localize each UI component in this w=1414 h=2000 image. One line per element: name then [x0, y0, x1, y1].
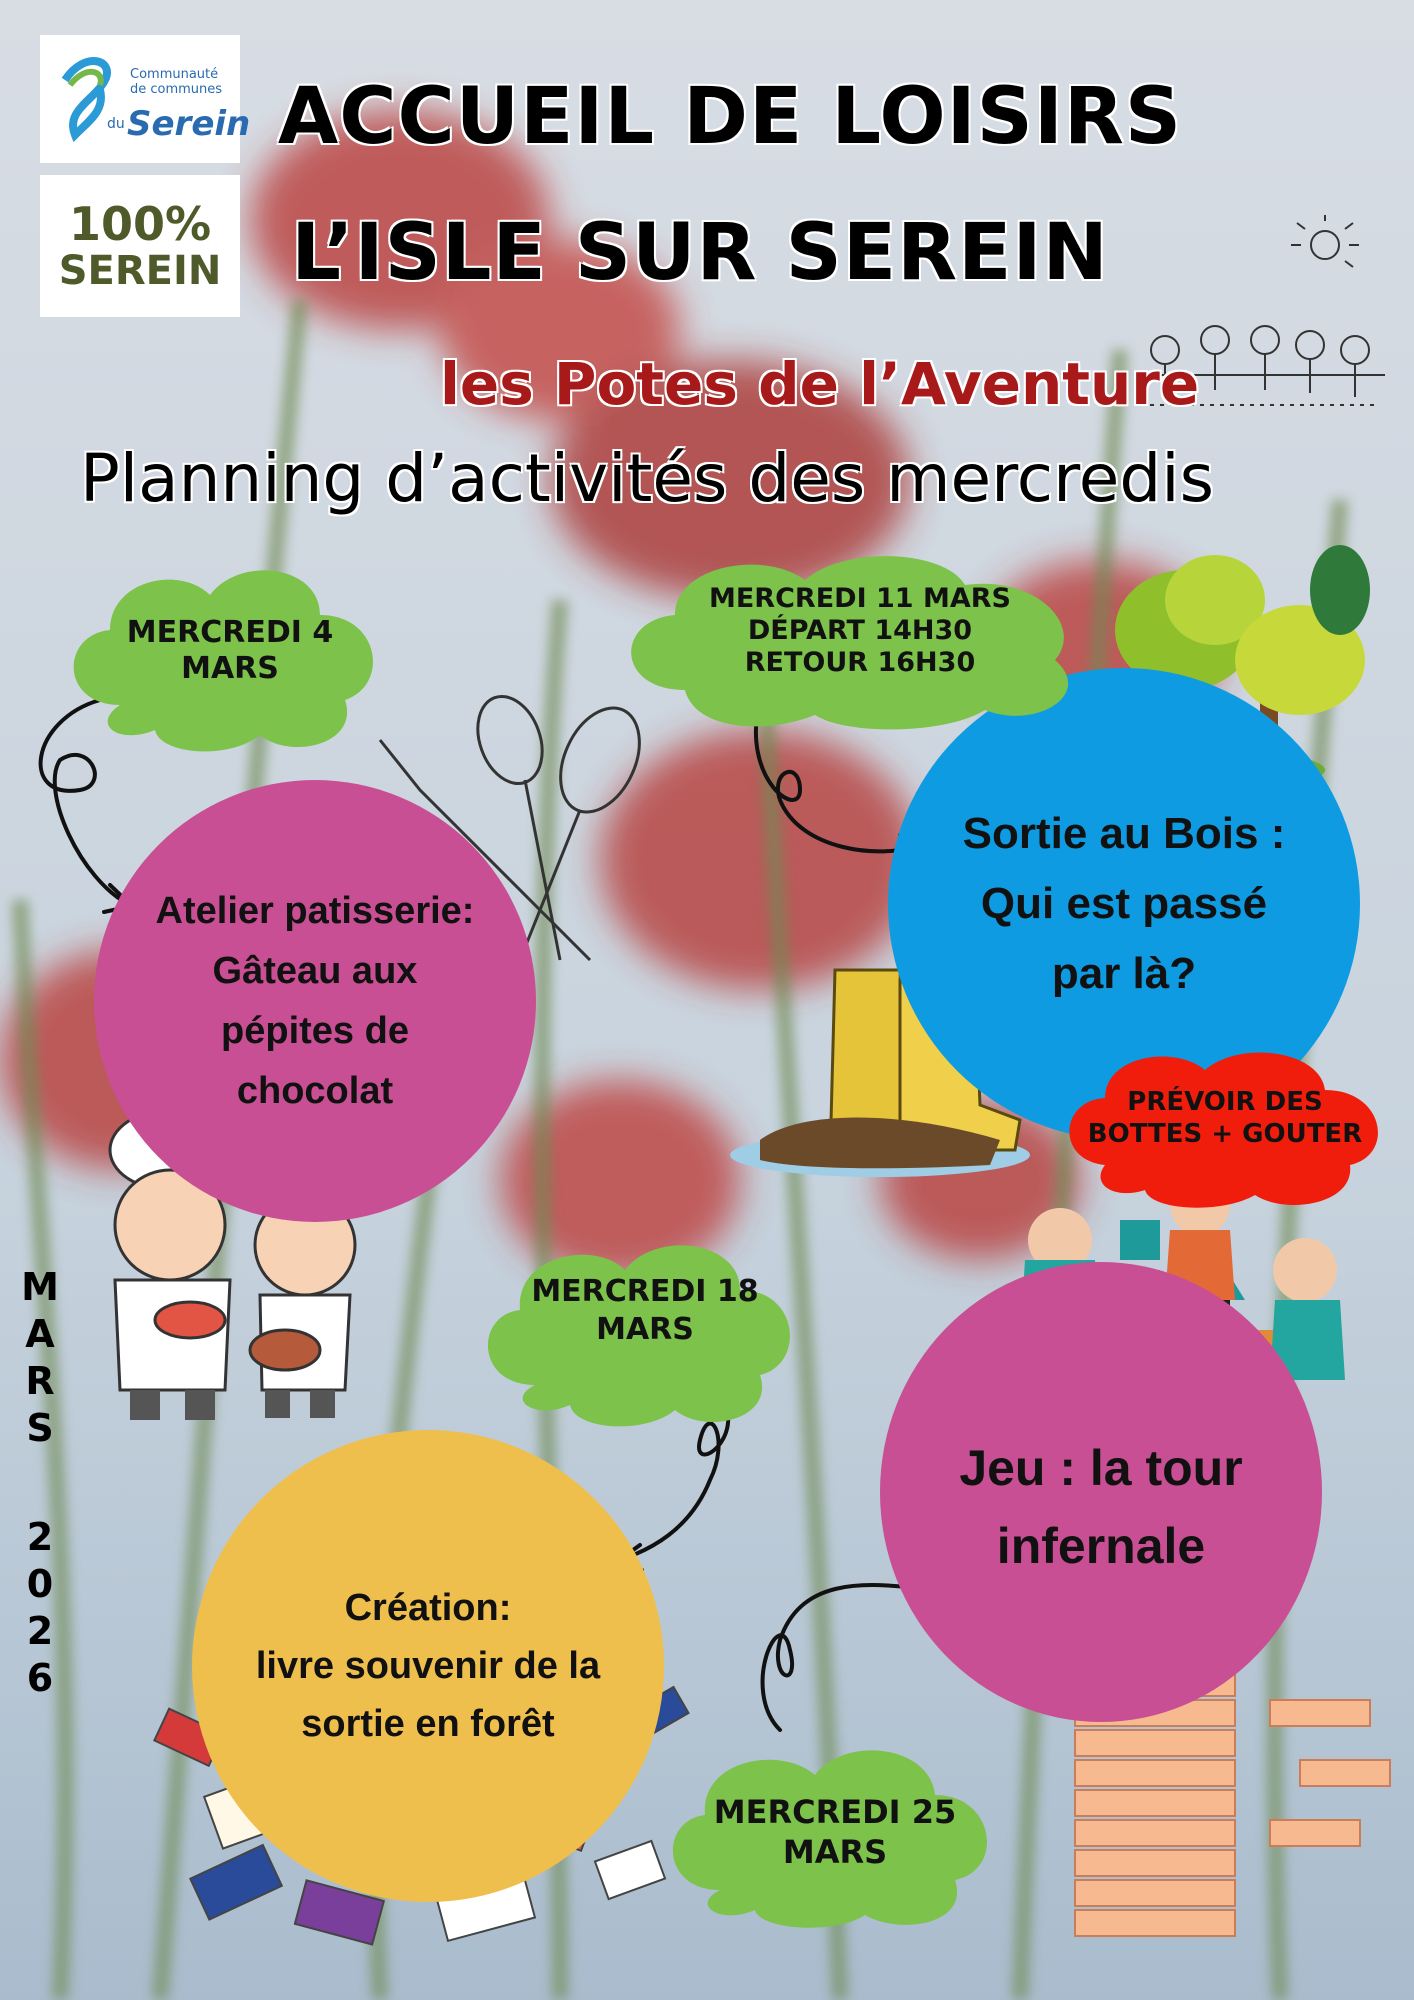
activity-2-line1: Sortie au Bois : [962, 809, 1286, 858]
activity-circle-4 [880, 1262, 1322, 1722]
page-title-line1: ACCUEIL DE LOISIRS [277, 72, 1183, 162]
activity-1-line2: Gâteau aux [212, 950, 418, 992]
svg-text:Serein: Serein [127, 104, 251, 144]
date-3: MERCREDI 18 MARS [531, 1274, 759, 1347]
svg-text:du: du [107, 116, 125, 132]
activity-1-line4: chocolat [236, 1070, 394, 1112]
page-title-line2: L’ISLE SUR SEREIN [291, 208, 1109, 298]
activity-circle-1 [94, 780, 536, 1222]
activity-1-line3: pépites de [221, 1010, 409, 1052]
activity-4-line1: Jeu : la tour [959, 1440, 1243, 1496]
side-year-label: 2 0 2 6 [26, 1515, 54, 1700]
activity-3-line2: livre souvenir de la [255, 1645, 601, 1687]
date-4: MERCREDI 25 MARS [713, 1793, 957, 1871]
side-month-label: M A R S [21, 1265, 59, 1450]
arrow-icon [763, 1585, 930, 1730]
activity-circle-3 [192, 1430, 664, 1902]
badge-line2: SEREIN [58, 248, 222, 294]
date-1: MERCREDI 4 MARS [126, 615, 334, 686]
note-text: PRÉVOIR DES BOTTES + GOUTER [1087, 1087, 1363, 1149]
activity-3-line3: sortie en forêt [301, 1703, 555, 1745]
activity-2-line3: par là? [1051, 949, 1197, 998]
planning-heading: Planning d’activités des mercredis [80, 440, 1214, 517]
date-2: MERCREDI 11 MARS DÉPART 14H30 RETOUR 16H30 [709, 583, 1011, 678]
activity-3-line1: Création: [344, 1587, 512, 1629]
subtitle: les Potes de l’Aventure [440, 350, 1200, 418]
activity-2-line2: Qui est passé [980, 879, 1268, 928]
svg-text:de communes: de communes [130, 82, 223, 97]
svg-text:Communauté: Communauté [130, 67, 219, 82]
activity-4-line2: infernale [996, 1518, 1206, 1574]
badge-line1: 100% [68, 197, 212, 251]
activity-1-line1: Atelier patisserie: [155, 890, 475, 932]
